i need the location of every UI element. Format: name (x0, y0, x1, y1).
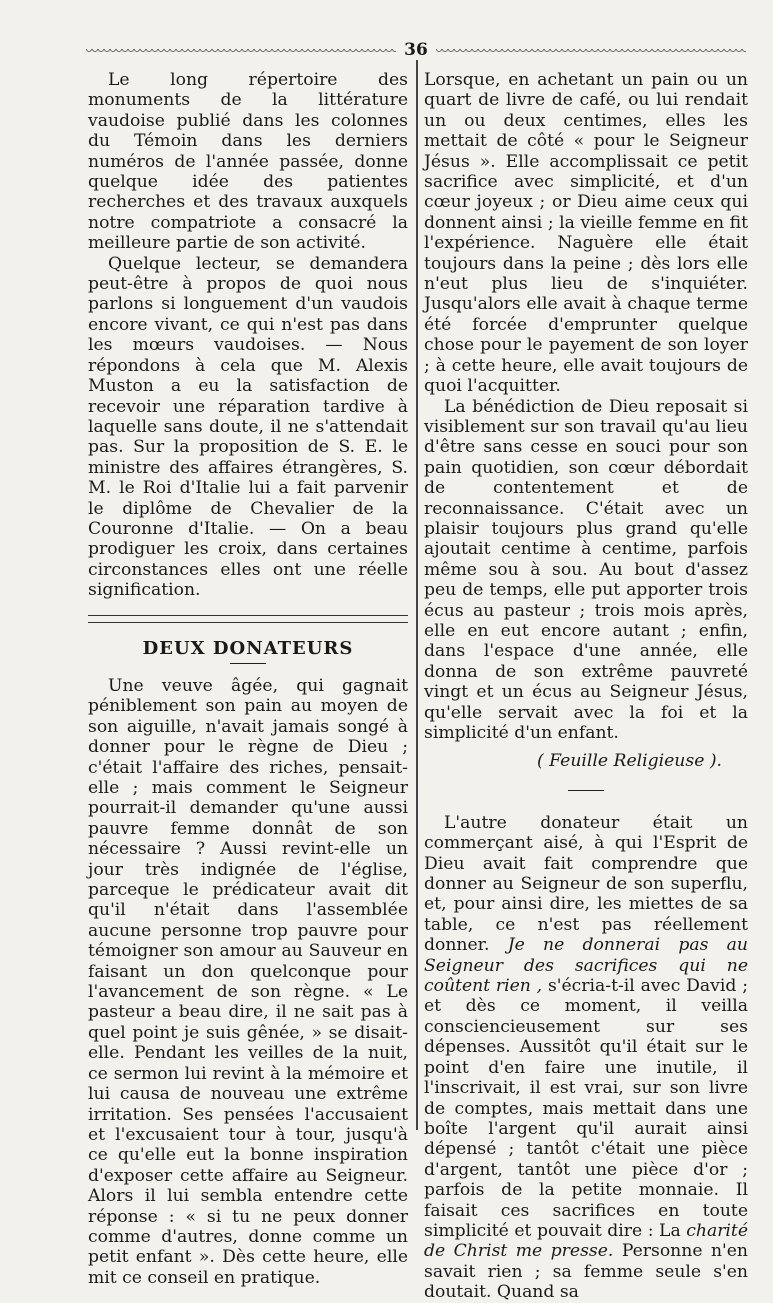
story-text: s'écria-t-il avec David ; et dès ce moment, il veilla consciencieusement sur ses dépenses. Aussitôt qu'il était sur le point d'en faire une inutile, il l'inscrivait, il est vrai, sur son livre de comptes, mais mettait dans une boîte l'argent qu'il aurait ainsi dépensé ; tantôt c'était une pièce d'argent, tantôt une pièce d'or ; parfois de la petite monnaie. Il faisait ces sacrifices en toute simplicité et pouvait dire : La (424, 976, 748, 1241)
quote: charité de Christ me presse. (424, 1220, 748, 1262)
page-header (86, 40, 746, 62)
header-ornament-right (436, 49, 746, 55)
paragraph: La bénédiction de Dieu reposait si visiblement sur son travail qu'au lieu d'être sans cesse en souci pour son pain quotidien, son cœur débordait de contentement et de reconnaissance. C'était avec un plaisir toujours plus grand qu'elle ajoutait centime à centime, parfois même sou à sou. Au bout d'assez peu de temps, elle put apporter trois écus au pasteur ; trois mois après, elle en eut encore autant ; enfin, dans l'espace d'une année, elle donna de son extrême pauvreté vingt et un écus au Seigneur Jésus, qu'elle servait avec la foi et la simplicité d'un enfant. (424, 396, 748, 743)
right-column (424, 70, 748, 1303)
header-ornament-left (86, 49, 396, 55)
quote: Je ne donnerai pas au Seigneur des sacrifices qui ne coûtent rien , (424, 935, 748, 997)
paragraph: Une veuve âgée, qui gagnait péniblement son pain au moyen de son aiguille, n'avait jamais songé à donner pour le règne de Dieu ; c'était l'affaire des riches, pensait-elle ; mais comment le Seigneur pourrait-il demander qu'une aussi pauvre femme donnât de son nécessaire ? Aussi revint-elle un jour très indignée de l'église, parceque le prédicateur avait dit qu'il n'était dans l'assemblée aucune personne trop pauvre pour témoigner son amour au Sauveur en faisant un don quelconque pour l'avancement de son règne. « Le pasteur a beau dire, il ne sait pas à quel point je suis gênée, » se disait-elle. Pendant les veilles de la nuit, ce sermon lui revint à la mémoire et lui causa de nouveau une extrême irritation. Ses pensées l'accusaient et l'excusaient tour à tour, jusqu'à ce qu'elle eut la bonne inspiration d'exposer cette affaire au Seigneur. Alors il lui sembla entendre cette réponse : « si tu ne peux donner comme d'autres, donne comme un petit enfant ». Dès cette heure, elle mit ce conseil en pratique. (88, 675, 408, 1288)
source-citation: ( Feuille Religieuse ). (537, 751, 722, 772)
section-separator (88, 615, 408, 623)
paragraph: Lorsque, en achetant un pain ou un quart de livre de café, ou lui rendait un ou deux centimes, elles les mettait de côté « pour le Seigneur Jésus ». Elle accomplissait ce petit sacrifice avec simplicité, et d'un cœur joyeux ; or Dieu aime ceux qui donnent ainsi ; la vieille femme en fit l'expérience. Naguère elle était toujours dans la peine ; dès lors elle n'eut plus lieu de s'inquiéter. Jusqu'alors elle avait à chaque terme été forcée d'emprunter quelque chose pour le payement de son loyer ; à cette heure, elle avait toujours de quoi l'acquitter. (424, 70, 748, 397)
left-column (88, 70, 408, 1288)
story-text: L'autre donateur était un commerçant aisé, à qui l'Esprit de Dieu avait fait comprendre que donner au Seigneur de son superflu, et, pour ainsi dire, les miettes de sa table, ce n'est pas réellement donner. (424, 812, 748, 956)
paragraph: Le long répertoire des monuments de la littérature vaudoise publié dans les colonnes du Témoin dans les derniers numéros de l'année passée, donne quelque idée des patientes recherches et des travaux auxquels notre compatriote a consacré la meilleure partie de son activité. (88, 70, 408, 254)
story-rule (568, 790, 604, 791)
title-rule (230, 663, 266, 664)
paragraph-second-story (424, 813, 748, 1303)
column-divider (416, 60, 418, 1130)
section-title: DEUX DONATEURS (142, 637, 354, 659)
story-text: Personne n'en savait rien ; sa femme seule s'en doutait. Quand sa (424, 1241, 748, 1303)
paragraph: Quelque lecteur, se demandera peut-être à propos de quoi nous parlons si longuement d'un vaudois encore vivant, ce qui n'est pas dans les mœurs vaudoises. — Nous répondons à cela que M. Alexis Muston a eu la satisfaction de recevoir une réparation tardive à laquelle sans doute, il ne s'attendait pas. Sur la proposition de S. E. le ministre des affaires étrangères, S. M. le Roi d'Italie lui a fait parvenir le diplôme de Chevalier de la Couronne d'Italie. — On a beau prodiguer les croix, dans certaines circonstances elles ont une réelle signification. (88, 253, 408, 601)
page-number: 36 (404, 40, 428, 60)
